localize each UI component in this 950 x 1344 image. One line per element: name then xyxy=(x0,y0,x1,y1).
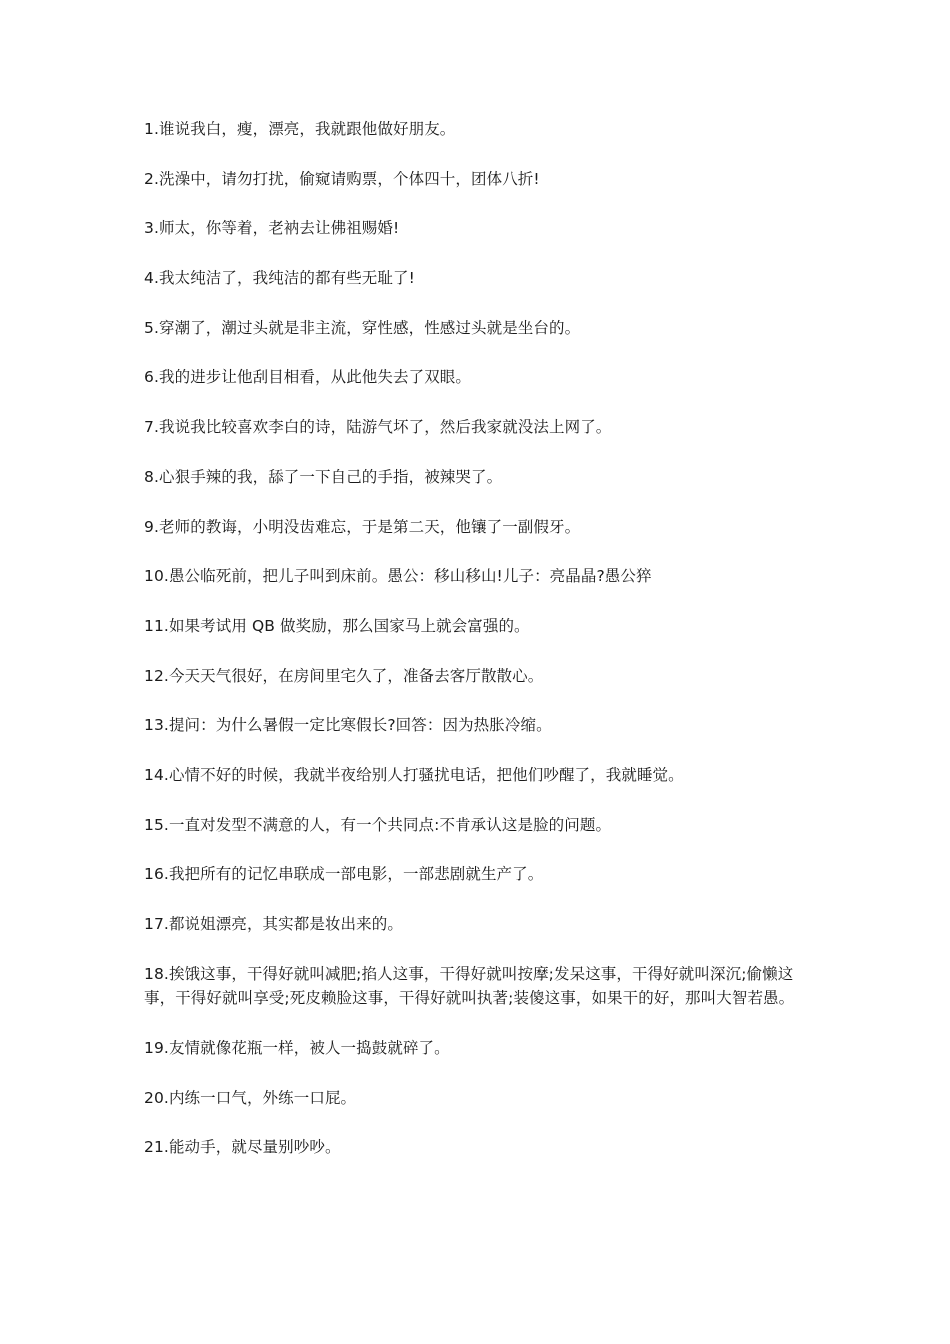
list-item: 16.我把所有的记忆串联成一部电影，一部悲剧就生产了。 xyxy=(144,865,544,884)
list-item: 13.提问：为什么暑假一定比寒假长?回答：因为热胀冷缩。 xyxy=(144,716,552,735)
list-item: 9.老师的教诲，小明没齿难忘，于是第二天，他镶了一副假牙。 xyxy=(144,517,581,536)
list-item: 17.都说姐漂亮，其实都是妆出来的。 xyxy=(144,915,403,933)
list-item: 4.我太纯洁了，我纯洁的都有些无耻了! xyxy=(144,269,415,288)
list-item: 12.今天天气很好，在房间里宅久了，准备去客厅散散心。 xyxy=(144,666,544,685)
list-item: 20.内练一口气，外练一口屁。 xyxy=(144,1088,357,1107)
list-item: 7.我说我比较喜欢李白的诗，陆游气坏了，然后我家就没法上网了。 xyxy=(144,418,612,437)
list-item: 1.谁说我白，瘦，漂亮，我就跟他做好朋友。 xyxy=(144,120,456,138)
list-item: 14.心情不好的时候，我就半夜给别人打骚扰电话，把他们吵醒了，我就睡觉。 xyxy=(144,765,684,784)
list-item: 3.师太，你等着，老衲去让佛祖赐婚! xyxy=(144,219,400,238)
list-item: 11.如果考试用 QB 做奖励，那么国家马上就会富强的。 xyxy=(144,616,530,635)
list-item: 2.洗澡中，请勿打扰，偷窥请购票，个体四十，团体八折! xyxy=(144,169,540,188)
joke-list xyxy=(144,117,814,1185)
list-item: 10.愚公临死前，把儿子叫到床前。愚公：移山移山!儿子：亮晶晶?愚公猝 xyxy=(144,567,652,586)
list-item: 5.穿潮了，潮过头就是非主流，穿性感，性感过头就是坐台的。 xyxy=(144,318,581,337)
list-item: 6.我的进步让他刮目相看，从此他失去了双眼。 xyxy=(144,368,471,387)
list-item: 19.友情就像花瓶一样，被人一捣鼓就碎了。 xyxy=(144,1038,450,1057)
list-item: 18.挨饿这事，干得好就叫减肥;掐人这事，干得好就叫按摩;发呆这事，干得好就叫深沉;偷懒这事，干得好就叫享受;死皮赖脸这事，干得好就叫执著;装傻这事，如果干的好，那叫大智若愚。 xyxy=(144,964,795,1008)
list-item: 8.心狠手辣的我，舔了一下自己的手指，被辣哭了。 xyxy=(144,467,503,486)
list-item: 21.能动手，就尽量别吵吵。 xyxy=(144,1138,341,1157)
list-item: 15.一直对发型不满意的人，有一个共同点:不肯承认这是脸的问题。 xyxy=(144,815,612,834)
